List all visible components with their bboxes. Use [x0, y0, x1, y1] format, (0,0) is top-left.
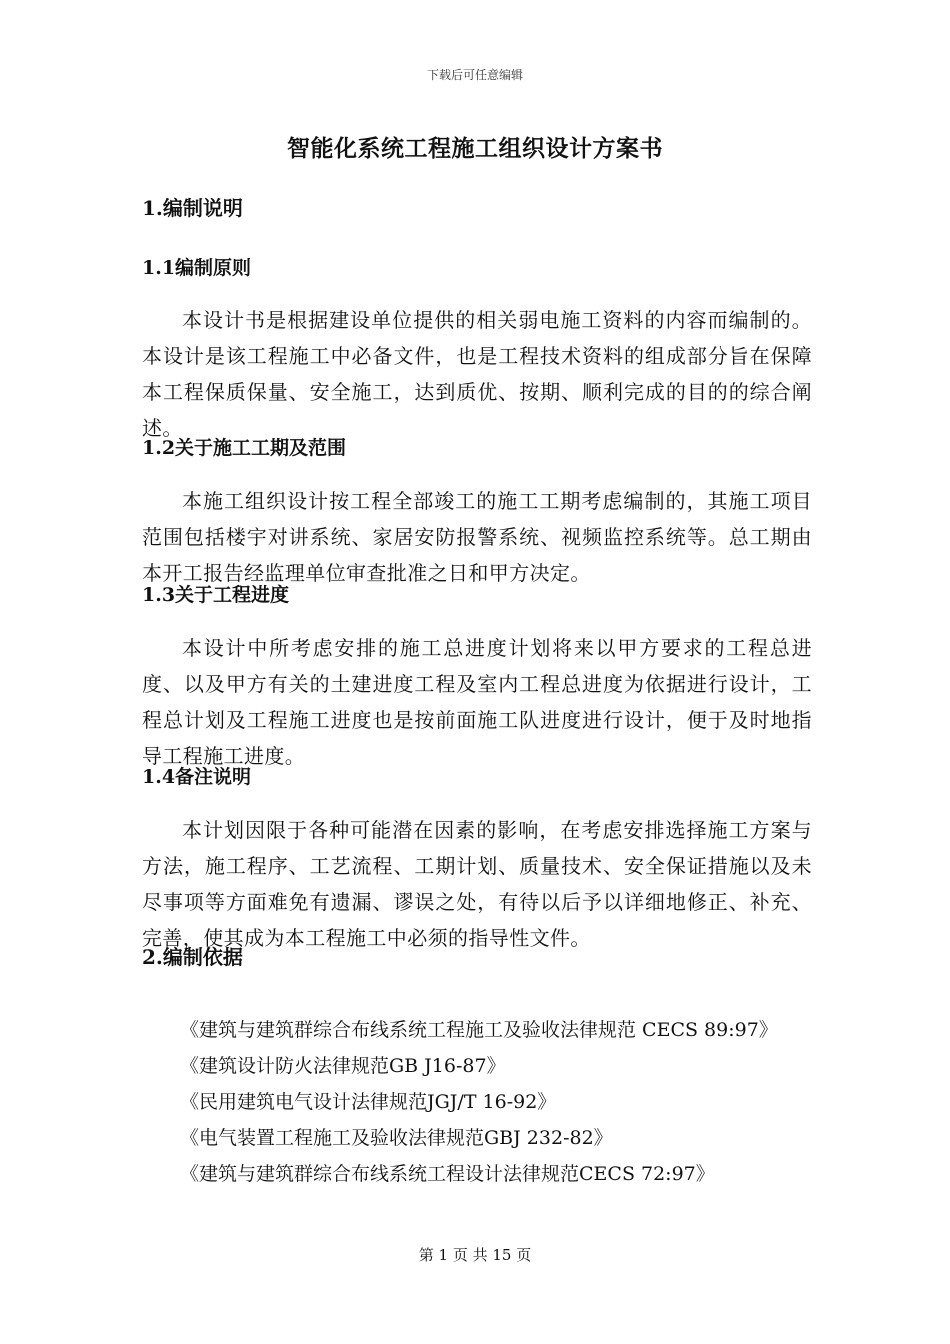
reference-item: 《电气装置工程施工及验收法律规范GBJ 232-82》 — [180, 1127, 613, 1149]
section-1-1-body — [142, 302, 812, 446]
section-1-2-heading: 1.2关于施工工期及范围 — [142, 437, 347, 459]
reference-item: 《建筑与建筑群综合布线系统工程设计法律规范CECS 72:97》 — [180, 1163, 715, 1185]
section-1-4-paragraph: 本计划因限于各种可能潜在因素的影响，在考虑安排选择施工方案与方法，施工程序、工艺流程、工期计划、质量技术、安全保证措施以及未尽事项等方面难免有遗漏、谬误之处，有待以后予以详细地修正、补充、完善，使其成为本工程施工中必须的指导性文件。 — [142, 818, 812, 950]
header-note: 下载后可任意编辑 — [426, 68, 523, 82]
section-1-3 — [142, 581, 812, 609]
page-footer: 第 1 页 共 15 页 — [418, 1246, 532, 1264]
section-1-1-heading: 1.1编制原则 — [142, 257, 252, 279]
section-1-2-body — [142, 483, 812, 591]
section-1-1-paragraph: 本设计书是根据建设单位提供的相关弱电施工资料的内容而编制的。本设计是该工程施工中必备文件，也是工程技术资料的组成部分旨在保障本工程保质保量、安全施工，达到质优、按期、顺利完成的目的的综合阐述。 — [142, 308, 812, 440]
section-2 — [142, 943, 812, 971]
reference-item: 《民用建筑电气设计法律规范JGJ/T 16-92》 — [180, 1091, 557, 1113]
section-1-4-body — [142, 812, 812, 956]
section-1-3-paragraph: 本设计中所考虑安排的施工总进度计划将来以甲方要求的工程总进度、以及甲方有关的土建进度工程及室内工程总进度为依据进行设计，工程总计划及工程施工进度也是按前面施工队进度进行设计，便于及时地指导工程施工进度。 — [142, 636, 812, 768]
section-1-3-body — [142, 630, 812, 774]
section-1 — [142, 194, 812, 222]
section-1-4-heading: 1.4备注说明 — [142, 766, 252, 788]
section-1-heading: 1.编制说明 — [142, 196, 243, 220]
document-title: 智能化系统工程施工组织设计方案书 — [287, 135, 663, 162]
reference-item: 《建筑与建筑群综合布线系统工程施工及验收法律规范 CECS 89:97》 — [180, 1019, 778, 1041]
section-1-2-paragraph: 本施工组织设计按工程全部竣工的施工工期考虑编制的，其施工项目范围包括楼宇对讲系统、家居安防报警系统、视频监控系统等。总工期由本开工报告经监理单位审查批准之日和甲方决定。 — [142, 489, 812, 585]
section-2-refs — [142, 1012, 812, 1192]
reference-item: 《建筑设计防火法律规范GB J16-87》 — [180, 1055, 506, 1077]
section-1-4 — [142, 763, 812, 791]
section-1-1 — [142, 254, 812, 282]
section-1-2 — [142, 434, 812, 462]
section-2-heading: 2.编制依据 — [142, 945, 243, 969]
section-1-3-heading: 1.3关于工程进度 — [142, 584, 290, 606]
